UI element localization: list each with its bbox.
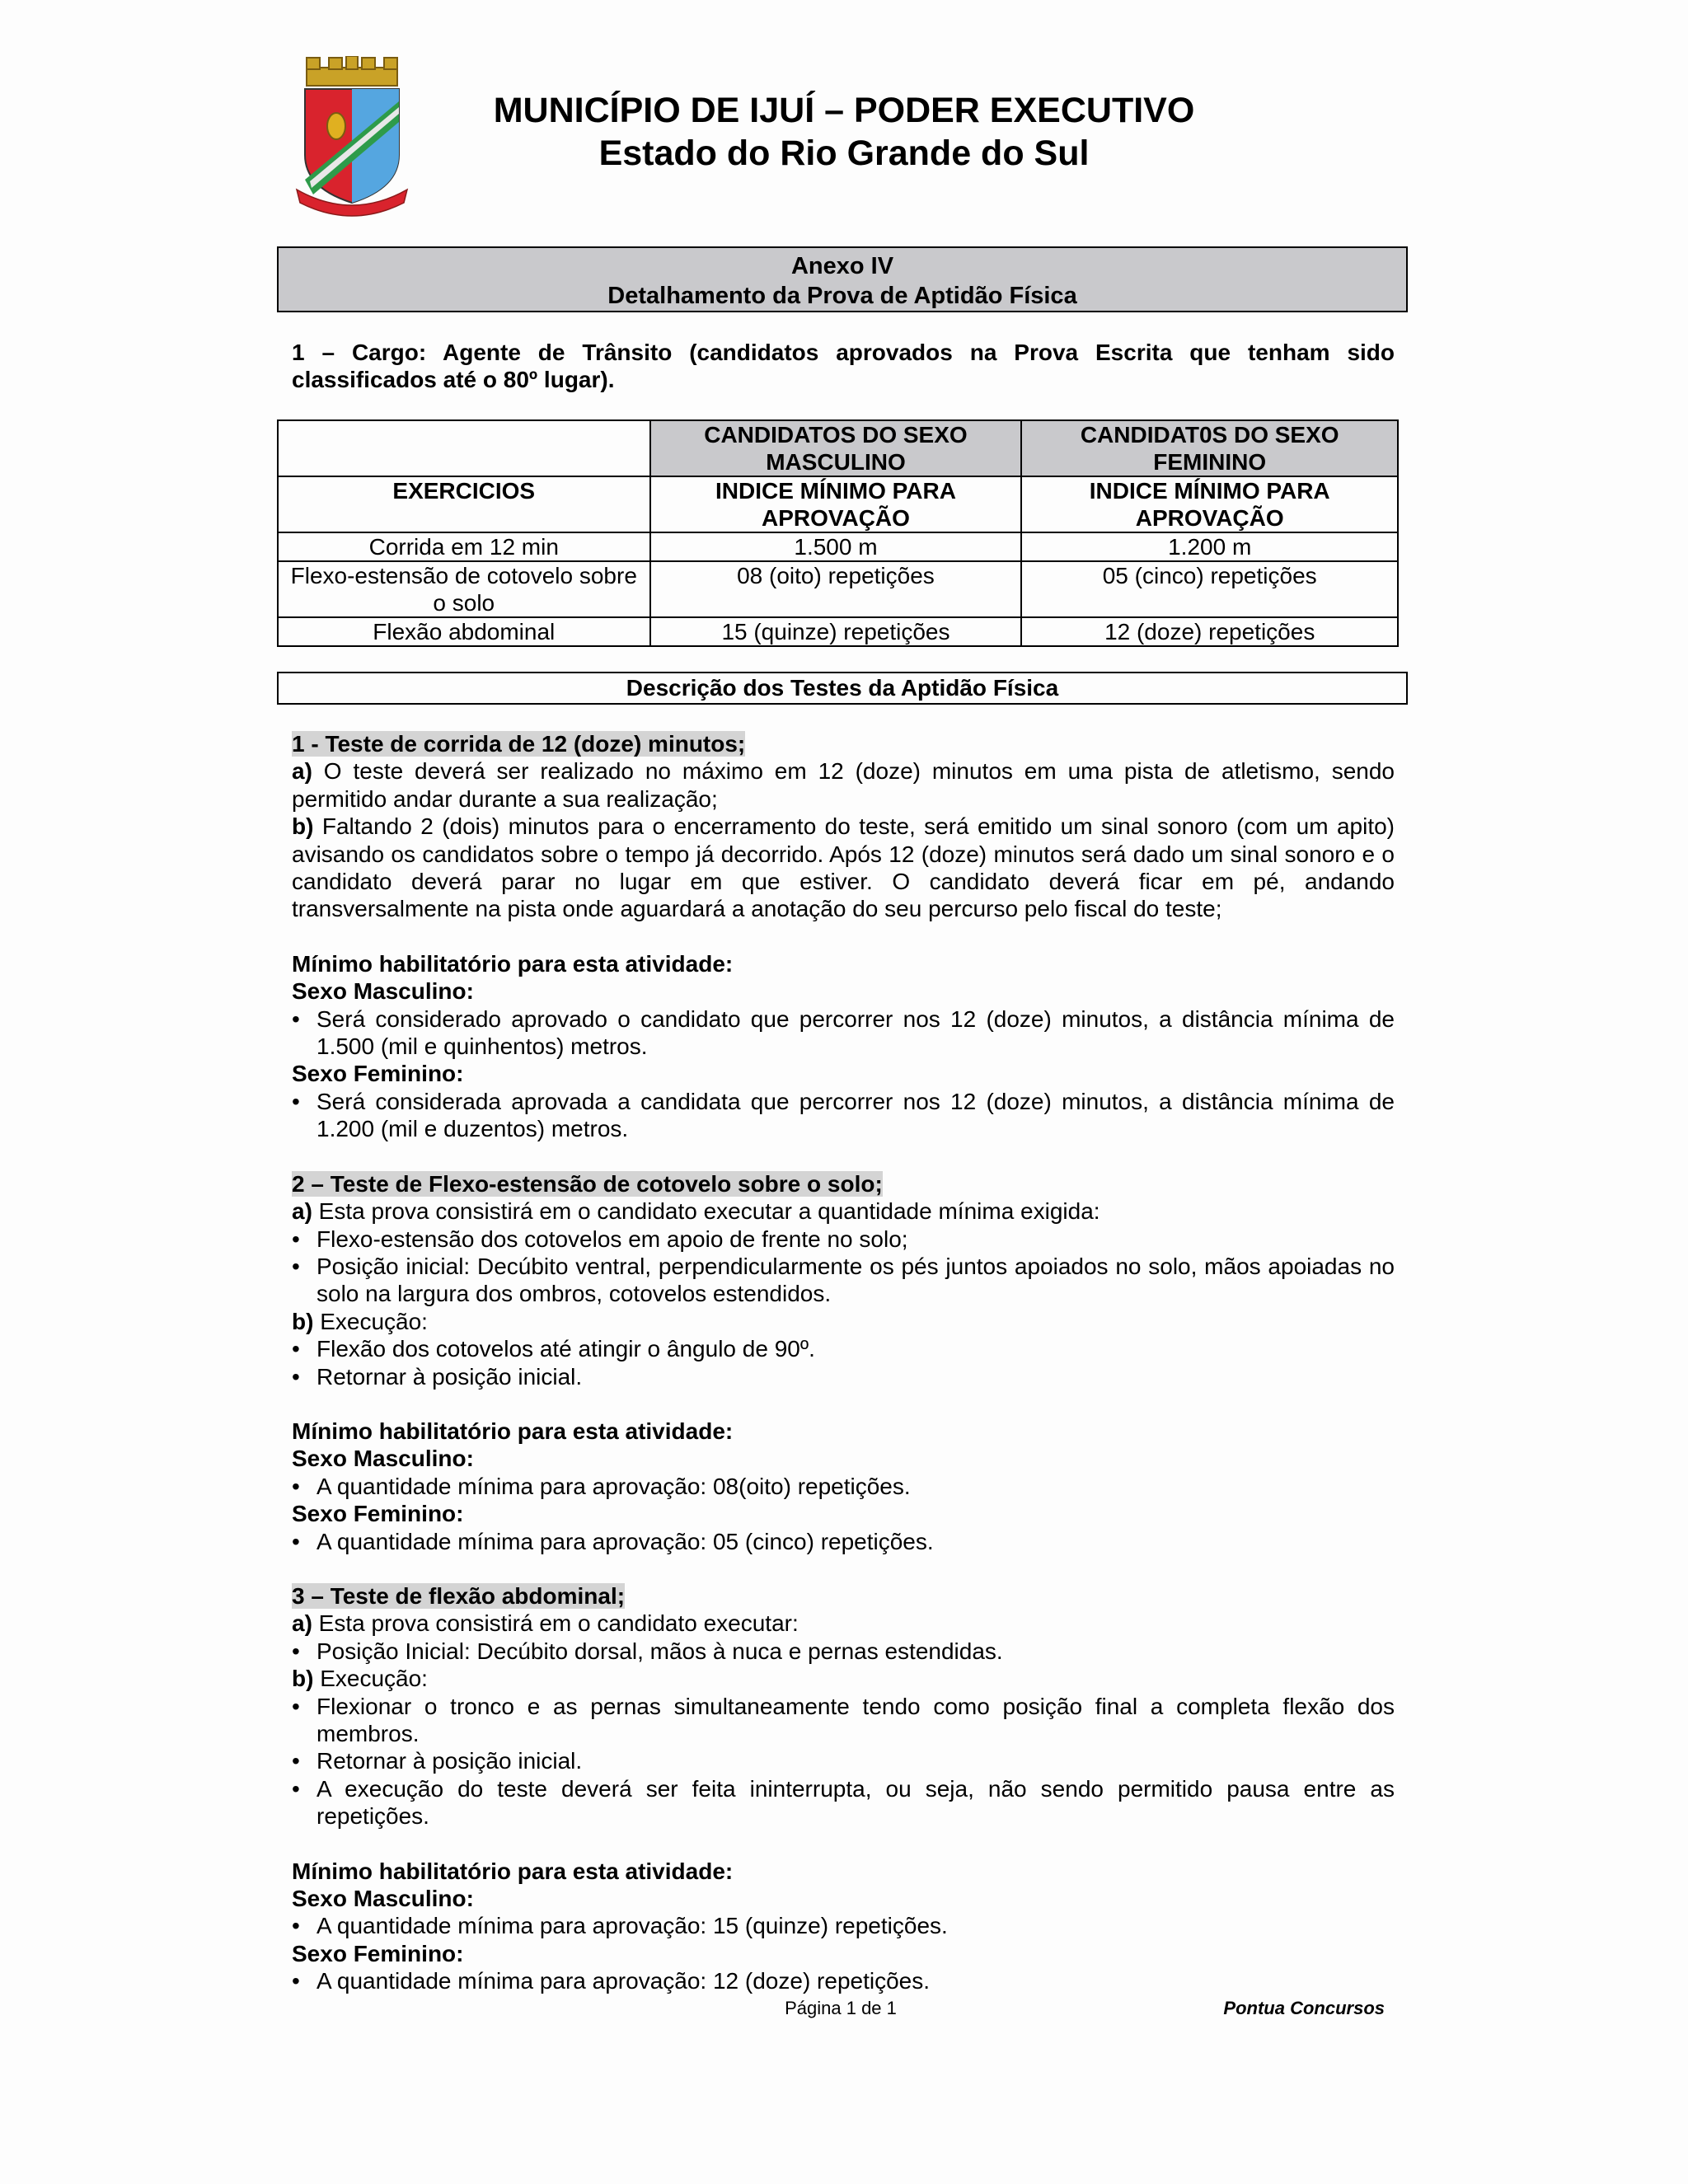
municipal-crest-icon — [295, 56, 409, 219]
section1-title: 1 - Teste de corrida de 12 (doze) minutos; — [292, 731, 746, 757]
requirements-table — [277, 419, 1399, 647]
list-item: • A execução do teste deverá ser feita ininterrupta, ou seja, não sendo permitido pausa entre as repetições. — [292, 1775, 1395, 1830]
bullet-icon: • — [292, 1363, 300, 1390]
list-item: • Flexão dos cotovelos até atingir o ângulo de 90º. — [292, 1336, 815, 1362]
tests-content — [292, 730, 1395, 1995]
section3-heading — [292, 1582, 1395, 1610]
item-text: Execução: — [313, 1308, 428, 1334]
table-cell: 05 (cinco) repetições — [1021, 561, 1398, 617]
state-subtitle: Estado do Rio Grande do Sul — [598, 134, 1090, 173]
table-cell: 15 (quinze) repetições — [650, 617, 1022, 646]
bullet-icon: • — [292, 1638, 300, 1664]
bullet-icon: • — [292, 1693, 300, 1719]
section1-female-label: Sexo Feminino: — [292, 1061, 464, 1087]
annex-description: Detalhamento da Prova de Aptidão Física — [607, 283, 1077, 309]
list-item: • A quantidade mínima para aprovação: 05 (cinco) repetições. — [292, 1528, 934, 1554]
section1-heading — [292, 730, 1395, 757]
section2-item-a — [292, 1197, 1395, 1225]
bullet-icon: • — [292, 1088, 300, 1114]
list-item: • Será considerado aprovado o candidato que percorrer nos 12 (doze) minutos, a distância mínima de 1.500 (mil e quinhentos) metros. — [292, 1005, 1395, 1060]
table-cell: Flexo-estensão de cotovelo sobre o solo — [278, 561, 650, 617]
table-cell: 08 (oito) repetições — [650, 561, 1022, 617]
section2-title: 2 – Teste de Flexo-estensão de cotovelo sobre o solo; — [292, 1170, 883, 1197]
section1-male-label: Sexo Masculino: — [292, 978, 474, 1005]
list-item: • Retornar à posição inicial. — [292, 1748, 583, 1774]
table-cell: Flexão abdominal — [278, 617, 650, 646]
section3-male-label: Sexo Masculino: — [292, 1886, 474, 1912]
item-label: b) — [292, 813, 314, 840]
bullet-icon: • — [292, 1005, 300, 1032]
section2-heading — [292, 1170, 1395, 1197]
table-header-cell: EXERCICIOS — [278, 476, 650, 532]
section1-item-a — [292, 757, 1395, 813]
section3-title: 3 – Teste de flexão abdominal; — [292, 1582, 626, 1609]
page-number: Página 1 de 1 — [785, 1998, 897, 2018]
section3-item-a — [292, 1610, 1395, 1637]
table-row — [278, 532, 1398, 561]
section2-item-b — [292, 1308, 1395, 1335]
table-header-cell: CANDIDATOS DO SEXO MASCULINO — [650, 420, 1022, 476]
list-item: • A quantidade mínima para aprovação: 15 (quinze) repetições. — [292, 1913, 948, 1939]
list-item: • Posição inicial: Decúbito ventral, perpendicularmente os pés juntos apoiados no solo, mãos apoiadas no solo na largura dos ombros, cotovelos estendidos. — [292, 1253, 1395, 1307]
list-item: • Será considerada aprovada a candidata que percorrer nos 12 (doze) minutos, a distância mínima de 1.200 (mil e duzentos) metros. — [292, 1088, 1395, 1142]
table-header-cell: INDICE MÍNIMO PARA APROVAÇÃO — [1021, 476, 1398, 532]
item-text: Esta prova consistirá em o candidato executar a quantidade mínima exigida: — [312, 1198, 1100, 1225]
table-cell: 12 (doze) repetições — [1021, 617, 1398, 646]
section1-min-title: Mínimo habilitatório para esta atividade: — [292, 950, 734, 977]
footer-brand: Pontua Concursos — [1223, 1998, 1385, 2018]
bullet-icon: • — [292, 1528, 300, 1554]
annex-number: Anexo IV — [790, 253, 894, 279]
table-row — [278, 561, 1398, 617]
table-header-cell — [278, 420, 650, 476]
bullet-icon: • — [292, 1748, 300, 1774]
item-label: a) — [292, 1198, 312, 1225]
list-item: • Retornar à posição inicial. — [292, 1363, 583, 1390]
bullet-icon: • — [292, 1775, 300, 1802]
list-item: • A quantidade mínima para aprovação: 08(oito) repetições. — [292, 1473, 911, 1499]
municipality-title: MUNICÍPIO DE IJUÍ – PODER EXECUTIVO — [493, 91, 1195, 130]
section1-item-b — [292, 813, 1395, 923]
list-item: • Flexionar o tronco e as pernas simultaneamente tendo como posição final a completa flexão dos membros. — [292, 1693, 1395, 1746]
item-label: b) — [292, 1666, 314, 1692]
item-text: Esta prova consistirá em o candidato executar: — [312, 1610, 799, 1637]
item-label: a) — [292, 1610, 312, 1637]
section3-item-b — [292, 1665, 1395, 1692]
table-cell: Corrida em 12 min — [278, 532, 650, 561]
tests-description-title: Descrição dos Testes da Aptidão Física — [277, 672, 1408, 705]
list-item: • A quantidade mínima para aprovação: 12 (doze) repetições. — [292, 1968, 931, 1994]
bullet-icon: • — [292, 1473, 300, 1499]
bullet-icon: • — [292, 1253, 300, 1279]
item-text: Faltando 2 (dois) minutos para o encerramento do teste, será emitido um sinal sonoro (com um apito) avisando os candidatos sobre o tempo já decorrido. Após 12 (doze) minutos será dado um sinal sonoro e o candidato deverá parar no lugar em que estiver. O candidato deverá ficar em pé, andando transversalmente na pista onde aguardará a anotação do seu percurso pelo fiscal do teste; — [292, 813, 1395, 922]
section3-female-label: Sexo Feminino: — [292, 1940, 464, 1966]
item-label: a) — [292, 758, 312, 785]
table-header-cell: CANDIDAT0S DO SEXO FEMININO — [1021, 420, 1398, 476]
table-cell: 1.500 m — [650, 532, 1022, 561]
list-item: • Flexo-estensão dos cotovelos em apoio de frente no solo; — [292, 1226, 908, 1252]
section2-male-label: Sexo Masculino: — [292, 1446, 474, 1472]
bullet-icon: • — [292, 1968, 300, 1994]
item-label: b) — [292, 1308, 314, 1334]
item-text: Execução: — [313, 1666, 428, 1692]
bullet-icon: • — [292, 1913, 300, 1939]
list-item: • Posição Inicial: Decúbito dorsal, mãos à nuca e pernas estendidas. — [292, 1638, 1003, 1664]
section2-min-title: Mínimo habilitatório para esta atividade: — [292, 1418, 734, 1444]
annex-title-box — [277, 246, 1408, 312]
section3-min-title: Mínimo habilitatório para esta atividade: — [292, 1858, 734, 1884]
bullet-icon: • — [292, 1336, 300, 1362]
bullet-icon: • — [292, 1226, 300, 1252]
table-header-row — [278, 420, 1398, 476]
table-cell: 1.200 m — [1021, 532, 1398, 561]
item-text: O teste deverá ser realizado no máximo em 12 (doze) minutos em uma pista de atletismo, sendo permitido andar durante a sua realização; — [292, 758, 1395, 812]
cargo-description: 1 – Cargo: Agente de Trânsito (candidatos aprovados na Prova Escrita que tenham sido classificados até o 80º lugar). — [292, 340, 1395, 392]
table-header-cell: INDICE MÍNIMO PARA APROVAÇÃO — [650, 476, 1022, 532]
section2-female-label: Sexo Feminino: — [292, 1501, 464, 1527]
table-header-row — [278, 476, 1398, 532]
table-row — [278, 617, 1398, 646]
